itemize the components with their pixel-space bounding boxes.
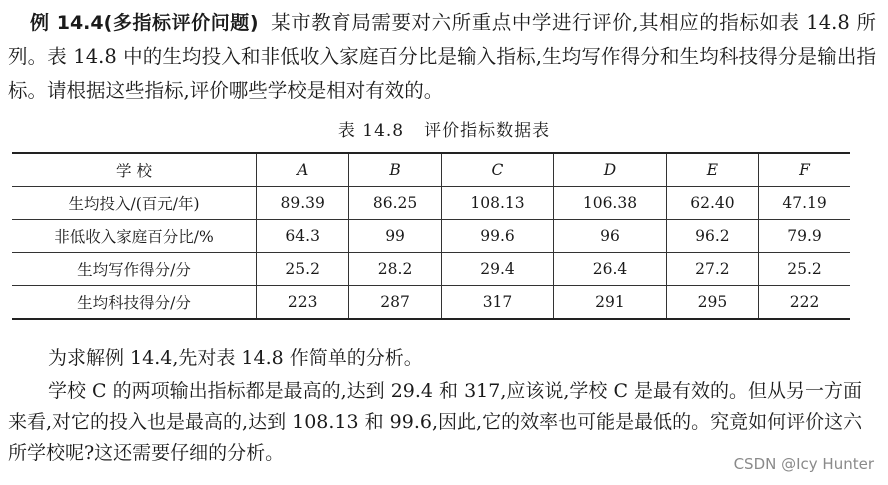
cell: 64.3: [257, 220, 349, 253]
header-school-b: B: [349, 153, 441, 187]
cell: 108.13: [441, 187, 553, 220]
cell: 287: [349, 286, 441, 320]
cell: 29.4: [441, 253, 553, 286]
table-caption: [0, 116, 888, 141]
cell: 223: [257, 286, 349, 320]
cell: 222: [759, 286, 850, 320]
cell: 28.2: [349, 253, 441, 286]
paragraph: 学校 C 的两项输出指标都是最高的,达到 29.4 和 317,应该说,学校 C 是最有效的。但从另一方面来看,对它的投入也是最高的,达到 108.13 和 99.6,因此,它的效率也可能是最低的。究竟如何评价这六所学校呢?这还需要仔细的分析。: [8, 380, 863, 464]
source-watermark: CSDN @Icy Hunter: [733, 455, 874, 473]
header-school-c: C: [441, 153, 553, 187]
cell: 106.38: [554, 187, 666, 220]
analysis-text: [8, 343, 876, 469]
cell: 96: [554, 220, 666, 253]
cell: 26.4: [554, 253, 666, 286]
cell: 86.25: [349, 187, 441, 220]
header-school-d: D: [554, 153, 666, 187]
cell: 99: [349, 220, 441, 253]
row-label: 生均投入/(百元/年): [12, 187, 257, 220]
cell: 295: [666, 286, 758, 320]
indicator-table: [12, 152, 850, 320]
header-school: 学 校: [12, 153, 257, 187]
table-row: [12, 253, 850, 286]
cell: 99.6: [441, 220, 553, 253]
cell: 317: [441, 286, 553, 320]
problem-text: 某市教育局需要对六所重点中学进行评价,其相应的指标如表 14.8 所列。表 14.8 中的生均投入和非低收入家庭百分比是输入指标,生均写作得分和生均科技得分是输出指标。请根据这些指标,评价哪些学校是相对有效的。: [8, 11, 876, 102]
table-row: [12, 220, 850, 253]
cell: 25.2: [759, 253, 850, 286]
table-number: 表 14.8: [337, 121, 405, 141]
cell: 27.2: [666, 253, 758, 286]
cell: 62.40: [666, 187, 758, 220]
header-school-e: E: [666, 153, 758, 187]
table-row: [12, 187, 850, 220]
table-title: 评价指标数据表: [424, 121, 551, 141]
header-school-f: F: [759, 153, 850, 187]
table-header-row: [12, 153, 850, 187]
cell: 96.2: [666, 220, 758, 253]
row-label: 非低收入家庭百分比/%: [12, 220, 257, 253]
cell: 47.19: [759, 187, 850, 220]
cell: 291: [554, 286, 666, 320]
cell: 89.39: [257, 187, 349, 220]
table-row: [12, 286, 850, 320]
problem-statement: [8, 6, 876, 108]
row-label: 生均科技得分/分: [12, 286, 257, 320]
paragraph: 为求解例 14.4,先对表 14.8 作简单的分析。: [48, 347, 423, 369]
header-school-a: A: [257, 153, 349, 187]
cell: 79.9: [759, 220, 850, 253]
cell: 25.2: [257, 253, 349, 286]
row-label: 生均写作得分/分: [12, 253, 257, 286]
example-heading: 例 14.4(多指标评价问题): [30, 12, 259, 34]
